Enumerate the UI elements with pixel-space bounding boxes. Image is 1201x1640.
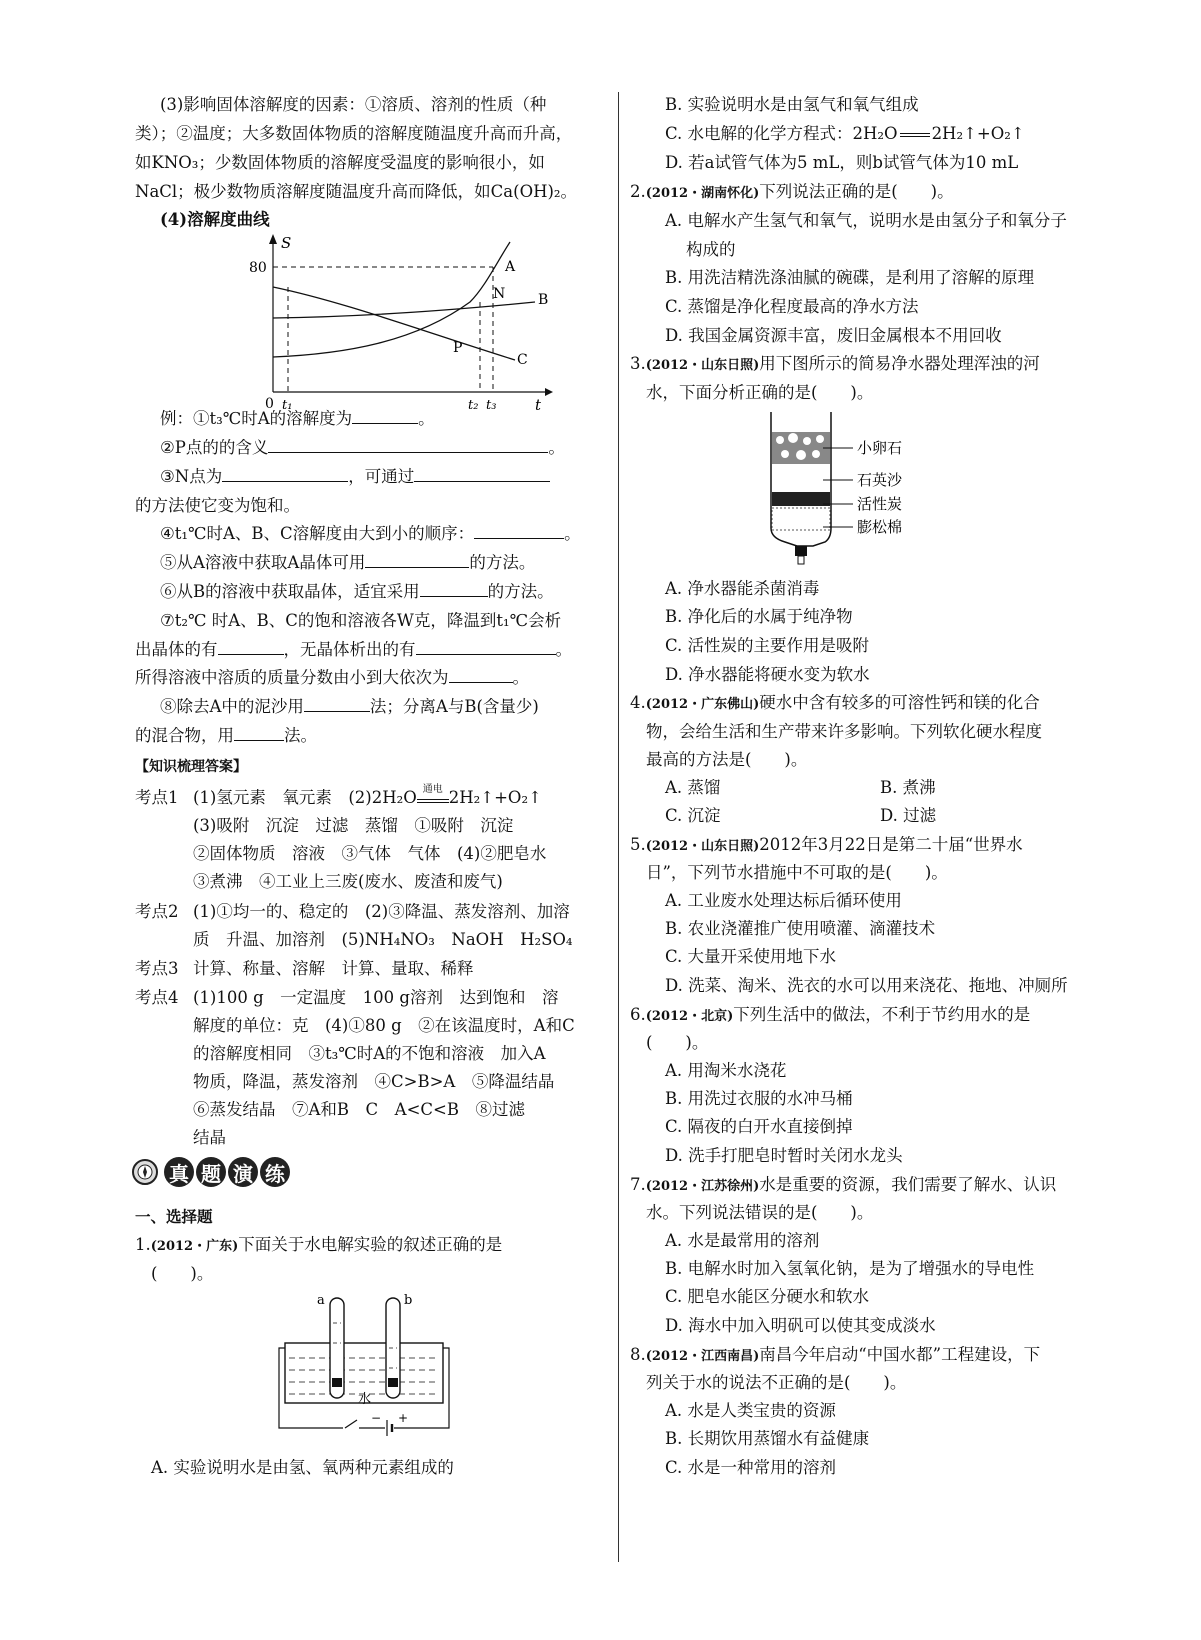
label-cotton: 膨松棉 (857, 518, 903, 536)
option-C[interactable]: C. 沉淀 (665, 806, 721, 825)
section-char: 演 (228, 1157, 258, 1187)
answer-blank[interactable] (420, 582, 488, 597)
option-C[interactable]: C. 水电解的化学方程式：2H₂O 2H₂↑+O₂↑ (665, 124, 1025, 143)
option-D[interactable]: D. 我国金属资源丰富，废旧金属根本不用回收 (665, 326, 1002, 345)
label-b: b (404, 1293, 413, 1308)
answer-line: 的溶解度相同 ③t₃℃时A的不饱和溶液 加入A (193, 1044, 546, 1063)
question-line: 水。下列说法错误的是( )。 (646, 1203, 874, 1222)
question-line: ( )。 (151, 1264, 214, 1283)
question-line: 所得溶液中溶质的质量分数由小到大依次为 。 (135, 668, 529, 687)
option-A-cont: 构成的 (686, 240, 736, 259)
question-line: 最高的方法是( )。 (646, 750, 808, 769)
answer-line: ⑥蒸发结晶 ⑦A和B C A<C<B ⑧过滤 (193, 1100, 525, 1119)
section-header (130, 1157, 292, 1187)
option-A[interactable]: A. 工业废水处理达标后循环使用 (665, 891, 902, 910)
question-line: ③N点为 ，可通过 (160, 466, 550, 488)
question-line: 7.(2012・江苏徐州)水是重要的资源，我们需要了解水、认识 (630, 1175, 1057, 1194)
option-A[interactable]: A. 蒸馏 (665, 778, 721, 797)
answer-blank[interactable] (234, 726, 284, 741)
option-A[interactable]: A. 电解水产生氢气和氧气，说明水是由氢分子和氧分子 (665, 211, 1067, 230)
option-B[interactable]: B. 用洗过衣服的水冲马桶 (665, 1089, 853, 1108)
section-char: 真 (164, 1157, 194, 1187)
option-C[interactable]: C. 活性炭的主要作用是吸附 (665, 636, 870, 655)
text-line: 如KNO₃；少数固体物质的溶解度受温度的影响很小，如 (135, 153, 545, 172)
question-line: 6.(2012・北京)下列生活中的做法，不利于节约用水的是 (630, 1005, 1031, 1024)
answer-blank[interactable] (449, 668, 513, 683)
water-filter-diagram (765, 410, 945, 570)
answer-blank[interactable] (352, 409, 418, 424)
compass-icon (130, 1157, 160, 1187)
label-pebbles: 小卵石 (857, 439, 903, 457)
option-D[interactable]: D. 净水器能将硬水变为软水 (665, 665, 870, 684)
y-tick-80: 80 (249, 260, 267, 276)
answer-blank[interactable] (218, 640, 284, 655)
option-B[interactable]: B. 煮沸 (880, 778, 936, 797)
question-line: 日”，下列节水措施中不可取的是( )。 (646, 863, 948, 882)
label-quartz-sand: 石英沙 (857, 471, 903, 489)
question-line: 物，会给生活和生产带来许多影响。下列软化硬水程度 (646, 722, 1042, 741)
question-line: 1.(2012・广东)下面关于水电解实验的叙述正确的是 (135, 1235, 503, 1254)
question-line: 水，下面分析正确的是( )。 (646, 383, 874, 402)
answer-key-label: 考点4 (135, 988, 179, 1007)
answer-blank[interactable] (365, 553, 469, 568)
filter-outlet (795, 546, 807, 556)
tick-t3: t₃ (486, 398, 497, 412)
option-B[interactable]: B. 实验说明水是由氢气和氧气组成 (665, 95, 919, 114)
answer-line: 物质，降温，蒸发溶剂 ④C>B>A ⑤降温结晶 (193, 1072, 555, 1091)
answer-line: 计算、称量、溶解 计算、量取、稀释 (193, 959, 474, 978)
option-B[interactable]: B. 净化后的水属于纯净物 (665, 607, 853, 626)
answer-blank[interactable] (304, 697, 370, 712)
subsection-title: 一、选择题 (135, 1207, 213, 1226)
question-line: 2.(2012・湖南怀化)下列说法正确的是( )。 (630, 182, 954, 201)
electrode-a (332, 1378, 342, 1387)
option-C[interactable]: C. 隔夜的白开水直接倒掉 (665, 1117, 853, 1136)
option-C[interactable]: C. 肥皂水能区分硬水和软水 (665, 1287, 870, 1306)
question-line: 8.(2012・江西南昌)南昌今年启动“中国水都”工程建设，下 (630, 1345, 1041, 1364)
electrolysis-diagram (273, 1288, 453, 1448)
label-B: B (538, 292, 549, 308)
layer-quartz-sand (772, 466, 830, 490)
filter-nozzle (798, 556, 804, 564)
y-axis-label: S (281, 234, 292, 252)
tick-t1: t₁ (282, 398, 293, 412)
option-A[interactable]: A. 用淘米水浇花 (665, 1061, 787, 1080)
electrode-b (388, 1378, 398, 1387)
label-N: N (493, 286, 506, 302)
label-C: C (517, 352, 528, 368)
option-D[interactable]: D. 过滤 (880, 806, 937, 825)
option-A[interactable]: A. 水是最常用的溶剂 (665, 1231, 820, 1250)
column-divider (618, 92, 619, 1562)
question-line: 的方法使它变为饱和。 (135, 496, 300, 515)
question-line: ⑤从A溶液中获取A晶体可用 的方法。 (160, 553, 536, 572)
option-A[interactable]: A. 水是人类宝贵的资源 (665, 1401, 836, 1420)
question-line: ⑧除去A中的泥沙用 法；分离A与B(含量少) (160, 697, 539, 716)
answer-line: ②固体物质 溶液 ③气体 气体 (4)②肥皂水 (193, 844, 547, 863)
label-a: a (317, 1293, 325, 1308)
answer-line: 解度的单位：克 (4)①80 g ②在该温度时，A和C (193, 1016, 575, 1035)
curve-B (273, 302, 535, 318)
answer-blank[interactable] (268, 438, 548, 453)
question-line: 例：①t₃℃时A的溶解度为 。 (160, 409, 435, 428)
equals-sign (900, 133, 930, 137)
label-P: P (453, 340, 463, 356)
option-D[interactable]: D. 洗手打肥皂时暂时关闭水龙头 (665, 1146, 903, 1165)
answer-line: (3)吸附 沉淀 过滤 蒸馏 ①吸附 沉淀 (193, 816, 514, 835)
label-activated-carbon: 活性炭 (857, 495, 903, 513)
option-D[interactable]: D. 若a试管气体为5 mL，则b试管气体为10 mL (665, 153, 1019, 172)
answer-line: (1)氢元素 氧元素 (2)2H₂O 通电 2H₂↑+O₂↑ (193, 784, 542, 807)
text-line: 类）；②温度；大多数固体物质的溶解度随温度升高而升高， (135, 124, 573, 143)
question-line: ⑥从B的溶液中获取晶体，适宜采用 的方法。 (160, 582, 554, 601)
solubility-curve-graph (235, 232, 575, 412)
option-C[interactable]: C. 大量开采使用地下水 (665, 947, 837, 966)
curve-C (273, 287, 515, 360)
option-B[interactable]: B. 农业浇灌推广使用喷灌、滴灌技术 (665, 919, 936, 938)
text-line: (3)影响固体溶解度的因素：①溶质、溶剂的性质（种 (160, 95, 547, 114)
y-axis-arrow (269, 234, 277, 244)
answer-line: 质 升温、加溶剂 (5)NH₄NO₃ NaOH H₂SO₄ (193, 930, 573, 949)
question-line: ④t₁℃时A、B、C溶解度由大到小的顺序： 。 (160, 524, 581, 543)
curve-A (273, 242, 510, 357)
answer-blank[interactable] (414, 467, 550, 482)
label-plus: + (398, 1411, 409, 1425)
option-B[interactable]: B. 电解水时加入氢氧化钠，是为了增强水的导电性 (665, 1259, 1035, 1278)
answer-blank[interactable] (474, 524, 564, 539)
answer-line: ③煮沸 ④工业上三废(废水、废渣和废气) (193, 872, 503, 891)
option-B[interactable]: B. 用洗洁精洗涤油腻的碗碟，是利用了溶解的原理 (665, 268, 1035, 287)
option-C[interactable]: C. 水是一种常用的溶剂 (665, 1458, 837, 1477)
question-line: 列关于水的说法不正确的是( )。 (646, 1373, 907, 1392)
option-A[interactable]: A. 实验说明水是由氢、氧两种元素组成的 (151, 1458, 454, 1477)
origin-label: 0 (265, 396, 274, 412)
section-char: 题 (196, 1157, 226, 1187)
question-line: ⑦t₂℃ 时A、B、C的饱和溶液各W克，降温到t₁℃会析 (160, 611, 562, 630)
answer-key-label: 考点1 (135, 788, 179, 807)
x-axis-arrow (545, 388, 553, 396)
answer-key-label: 考点2 (135, 902, 179, 921)
label-minus: − (371, 1411, 382, 1425)
x-axis-label: t (535, 396, 542, 412)
layer-activated-carbon (772, 492, 830, 506)
question-line: 3.(2012・山东日照)用下图所示的简易净水器处理浑浊的河 (630, 354, 1040, 373)
option-D[interactable]: D. 海水中加入明矾可以使其变成淡水 (665, 1316, 936, 1335)
layer-cotton (772, 508, 830, 530)
label-water: 水 (358, 1392, 372, 1407)
answer-line: (1)100 g 一定温度 100 g溶剂 达到饱和 溶 (193, 988, 559, 1007)
option-B[interactable]: B. 长期饮用蒸馏水有益健康 (665, 1429, 870, 1448)
option-A[interactable]: A. 净水器能杀菌消毒 (665, 579, 820, 598)
question-line: 出晶体的有 ，无晶体析出的有 。 (135, 640, 572, 659)
answer-line: (1)①均一的、稳定的 (2)③降温、蒸发溶剂、加溶 (193, 902, 570, 921)
question-line: ( )。 (646, 1033, 709, 1052)
tick-t2: t₂ (468, 398, 479, 412)
answer-section-title: 【知识梳理答案】 (135, 759, 247, 775)
question-line: ②P点的的含义 。 (160, 438, 565, 457)
label-A: A (505, 259, 516, 275)
answer-line: 结晶 (193, 1128, 226, 1147)
answer-blank[interactable] (416, 640, 556, 655)
reaction-arrow: 通电 (417, 789, 449, 803)
section-char: 练 (260, 1157, 290, 1187)
answer-blank[interactable] (222, 467, 348, 482)
question-line: 5.(2012・山东日照)2012年3月22日是第二十届“世界水 (630, 835, 1023, 854)
option-D[interactable]: D. 洗菜、淘米、洗衣的水可以用来浇花、拖地、冲厕所 (665, 976, 1068, 995)
question-line: 4.(2012・广东佛山)硬水中含有较多的可溶性钙和镁的化合 (630, 693, 1040, 712)
text-line: NaCl；极少数物质溶解度随温度升高而降低，如Ca(OH)₂。 (135, 182, 578, 201)
answer-key-label: 考点3 (135, 959, 179, 978)
question-line: 的混合物，用 法。 (135, 726, 317, 745)
option-C[interactable]: C. 蒸馏是净化程度最高的净水方法 (665, 297, 919, 316)
subheading: (4)溶解度曲线 (160, 210, 270, 229)
